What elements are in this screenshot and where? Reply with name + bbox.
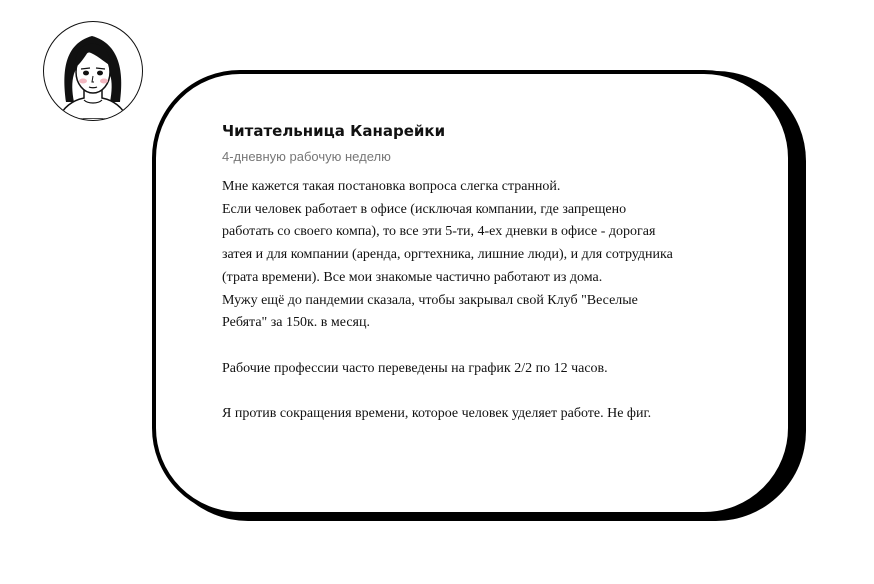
comment-paragraph-3: [222, 403, 782, 426]
comment-paragraph-1: [222, 176, 782, 335]
comment-line: Мужу ещё до пандемии сказала, чтобы закрывал свой Клуб "Веселые: [222, 292, 638, 308]
comment-topic: 4-дневную рабочую неделю: [222, 149, 391, 164]
comment-paragraph-2: [222, 358, 782, 381]
comment-line: (трата времени). Все мои знакомые частично работают из дома.: [222, 269, 603, 285]
comment-line: затея и для компании (аренда, оргтехника, лишние люди), и для сотрудника: [222, 247, 673, 263]
comment-line: Мне кажется такая постановка вопроса слегка странной.: [222, 179, 561, 194]
comment-line: Я против сокращения времени, которое человек уделяет работе. Не фиг.: [222, 406, 652, 421]
comment-line: Если человек работает в офисе (исключая компании, где запрещено: [222, 201, 627, 217]
woman-portrait-icon: [44, 22, 141, 119]
comment-body: [222, 176, 782, 448]
comment-line: Рабочие профессии часто переведены на график 2/2 по 12 часов.: [222, 360, 608, 376]
comment-line: работать со своего компа), то все эти 5-ти, 4-ех дневки в офисе - дорогая: [222, 224, 656, 240]
comment-line: Ребята" за 150к. в месяц.: [222, 315, 370, 331]
avatar: [43, 21, 143, 121]
author-name: Читательница Канарейки: [222, 122, 446, 140]
